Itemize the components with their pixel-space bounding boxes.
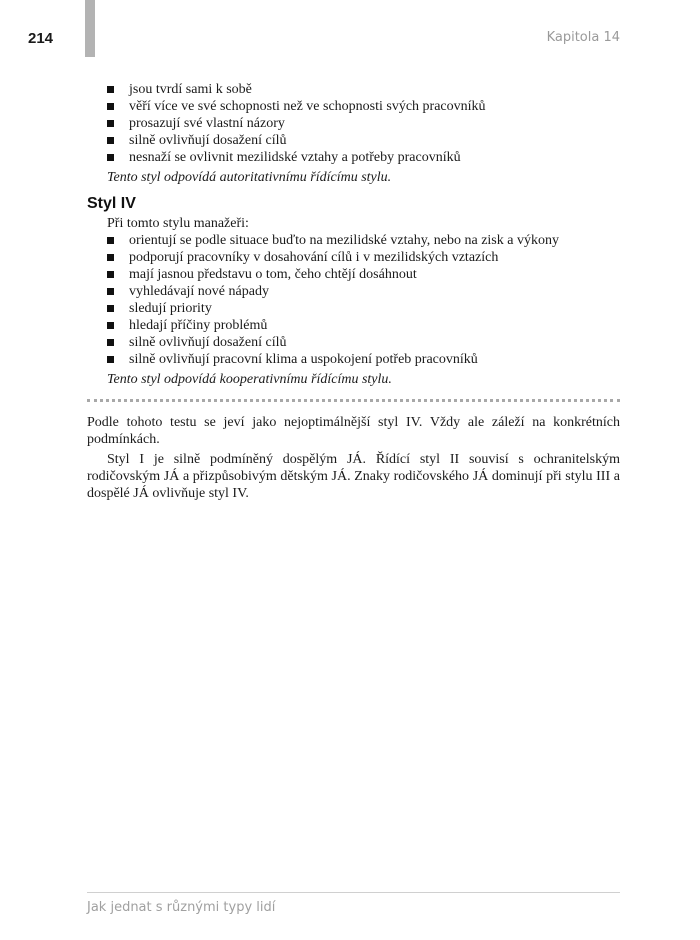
list-item <box>107 115 620 132</box>
page-number: 214 <box>28 30 54 47</box>
style-iv-intro: Při tomto stylu manažeři: <box>107 216 249 231</box>
list-item-text: jsou tvrdí sami k sobě <box>129 82 252 97</box>
list-item <box>107 300 620 317</box>
list-item-text: silně ovlivňují dosažení cílů <box>129 335 287 350</box>
list-item-text: vyhledávají nové nápady <box>129 284 269 299</box>
style-iv-note: Tento styl odpovídá kooperativnímu řídícímu stylu. <box>107 372 392 387</box>
list-item-text: podporují pracovníky v dosahování cílů i v mezilidských vztazích <box>129 250 499 265</box>
list-item <box>107 249 620 266</box>
section-heading-styl-iv: Styl IV <box>87 195 136 212</box>
square-bullet-icon <box>107 356 114 363</box>
list-item-text: mají jasnou představu o tom, čeho chtějí dosáhnout <box>129 267 417 282</box>
list-item-text: prosazují své vlastní názory <box>129 116 285 131</box>
footer-book-title: Jak jednat s různými typy lidí <box>87 900 276 915</box>
square-bullet-icon <box>107 271 114 278</box>
list-item-text: silně ovlivňují pracovní klima a uspokojení potřeb pracovníků <box>129 352 478 367</box>
list-item <box>107 283 620 300</box>
list-item-text: věří více ve své schopnosti než ve schopnosti svých pracovníků <box>129 99 486 114</box>
list-item <box>107 149 620 166</box>
square-bullet-icon <box>107 288 114 295</box>
list-item <box>107 232 620 249</box>
list-item-text: hledají příčiny problémů <box>129 318 268 333</box>
dotted-divider <box>87 399 620 402</box>
style-iv-list <box>87 232 620 368</box>
square-bullet-icon <box>107 120 114 127</box>
list-item <box>107 132 620 149</box>
list-item <box>107 317 620 334</box>
list-item <box>107 334 620 351</box>
square-bullet-icon <box>107 237 114 244</box>
square-bullet-icon <box>107 103 114 110</box>
square-bullet-icon <box>107 339 114 346</box>
square-bullet-icon <box>107 137 114 144</box>
square-bullet-icon <box>107 322 114 329</box>
list-item <box>107 98 620 115</box>
list-item <box>107 351 620 368</box>
list-item <box>107 266 620 283</box>
list-item-text: orientují se podle situace buďto na mezilidské vztahy, nebo na zisk a výkony <box>129 233 559 248</box>
chapter-label: Kapitola 14 <box>546 30 620 45</box>
conclusion-paragraph-1: Podle tohoto testu se jeví jako nejoptimálnější styl IV. Vždy ale záleží na konkrétních podmínkách. <box>87 415 620 447</box>
style-iii-list <box>87 81 620 166</box>
conclusion-paragraph-2: Styl I je silně podmíněný dospělým JÁ. Řídící styl II souvisí s ochranitelským rodičovským JÁ a přizpůsobivým dětským JÁ. Znaky rodičovského JÁ dominují při stylu III a dospělé JÁ ovlivňuje styl IV. <box>87 452 620 501</box>
list-item-text: nesnaží se ovlivnit mezilidské vztahy a potřeby pracovníků <box>129 150 461 165</box>
list-item <box>107 81 620 98</box>
list-item-text: silně ovlivňují dosažení cílů <box>129 133 287 148</box>
square-bullet-icon <box>107 254 114 261</box>
square-bullet-icon <box>107 154 114 161</box>
square-bullet-icon <box>107 86 114 93</box>
page-content <box>87 81 620 502</box>
list-item-text: sledují priority <box>129 301 212 316</box>
footer-divider <box>87 892 620 893</box>
square-bullet-icon <box>107 305 114 312</box>
header-gray-bar <box>85 0 95 57</box>
style-iii-note: Tento styl odpovídá autoritativnímu řídícímu stylu. <box>107 170 392 185</box>
